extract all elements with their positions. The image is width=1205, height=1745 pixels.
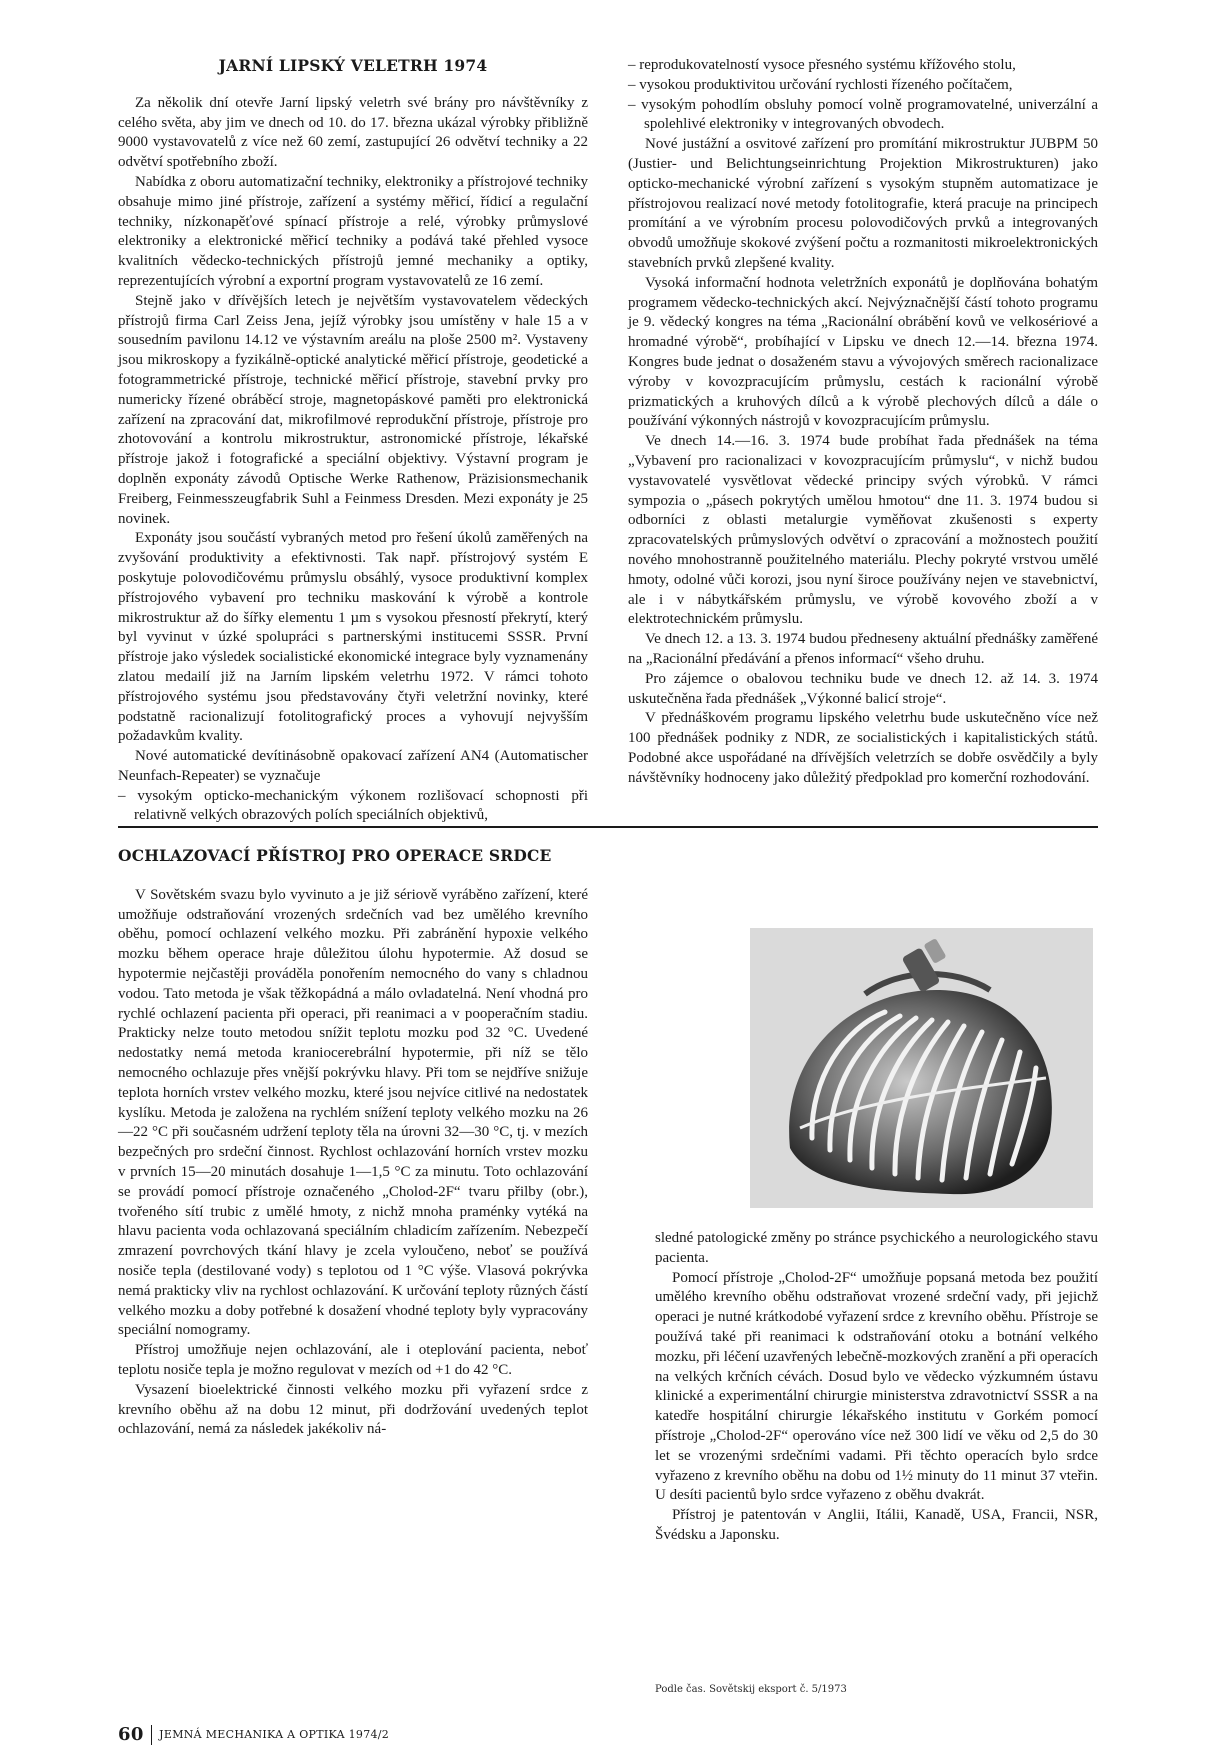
article1-paragraph: Pro zájemce o obalovou techniku bude ve dnech 12. až 14. 3. 1974 uskutečněna řada přednášek „Výkonné balicí stroje“.: [628, 670, 1098, 707]
article2-paragraph: Pomocí přístroje „Cholod-2F“ umožňuje popsaná metoda bez použití umělého krevního oběhu odstraňovat vrozené srdeční vady, při jejichž operaci je nutné krátkodobé vyřazení srdce z krevního oběhu. Přístroje se používá také při reanimaci k odstraňování otoku a botnání velkého mozku, při léčení uzavřených lebečně-mozkových zranění a při operacích na velkých krčních cévách. Dosud bylo ve vědecko výzkumném ústavu klinické a experimentální chirurgie ministerstva zdravotnictví SSSR a na katedře hospitální chirurgie lékařského institutu v Gorkém pomocí přístroje „Cholod-2F“ operováno více než 300 lidí ve věku od 2,5 do 30 let se vrozenými srdečními vadami. Při těchto operacích bylo srdce vyřazeno z krevního oběhu na dobu od 1½ minuty do 11 minut 37 vteřin. U desíti pacientů bylo srdce vyřazeno z oběhu dvakrát.: [655, 1269, 1098, 1504]
article1-dash-item: – vysokým opticko-mechanickým výkonem rozlišovací schopnosti při relativně velkých obrazových polích speciálních objektivů,: [118, 787, 588, 824]
cooling-helmet-photo: [750, 928, 1093, 1208]
article1-paragraph: Stejně jako v dřívějších letech je největším vystavovatelem vědeckých přístrojů firma Carl Zeiss Jena, jejíž výrobky jsou umístěny v hale 15 a v sousedním pavilonu 14.12 ve výstavním areálu na ploše 2500 m². Vystaveny jsou mikroskopy a fyzikálně-optické analytické měřicí přístroje, geodetické a fotogrammetrické přístroje, technické měřicí přístroje, stavební prvky pro numericky řízené obráběcí stroje, magnetopáskové paměti pro elektronická zařízení na zpracování dat, mikrofilmové reprodukční přístroje, přístroje pro zhotovování a kontrolu mikrostruktur, astronomické přístroje, lékařské přístroje jakož i fotografické a speciální objektivy. Výstavní program je doplněn exponáty závodů Optische Werke Rathenow, Präzisionsmechanik Freiberg, Feinmesszeugfabrik Suhl a Feinmess Dresden. Mezi exponáty je 25 novinek.: [118, 292, 588, 527]
article1-dash-item: – reprodukovatelností vysoce přesného systému křížového stolu,: [628, 57, 1016, 73]
article1-paragraph: Nabídka z oboru automatizační techniky, elektroniky a přístrojové techniky obsahuje mimo jiné přístroje, zařízení a systémy měřicí, řídicí a regulační techniky, nízkonapěťové spínací přístroje a relé, výrobky průmyslové elektroniky a elektronické měřicí techniky a podává také přehled vysoce kvalitních vědecko-technických přístrojů jemné mechaniky a optiky, reprezentujících výrobní a exportní program vystavovatelů ze 16 zemí.: [118, 173, 588, 289]
article1-paragraph: Nové automatické devítinásobně opakovací zařízení AN4 (Automatischer Neunfach-Repeater) se vyznačuje: [118, 748, 588, 784]
article1-dash-item: – vysokou produktivitou určování rychlosti řízeného počítačem,: [628, 76, 1013, 93]
article2-left-column: [118, 846, 588, 1440]
page-number: 60: [118, 1724, 144, 1745]
article2-title: OCHLAZOVACÍ PŘÍSTROJ PRO OPERACE SRDCE: [118, 846, 552, 865]
article1-paragraph: Exponáty jsou součástí vybraných metod pro řešení úkolů zaměřených na zvyšování produktivity a efektivnosti. Tak např. přístrojový systém E poskytuje polovodičovému průmyslu obsáhlý, vysoce produktivní komplex přístrojového vybavení pro techniku maskování k výrobě a kontrole mikrostruktur až do šířky elementu 1 µm s vysokou přesností překrytí, který byl vyvinut v úzké spolupráci s partnerskými institucemi SSSR. První přístroje jako výsledek socialistické ekonomické integrace byly vyznamenány zlatou medailí již na Jarním lipském veletrhu 1972. V rámci tohoto přístrojového systému jsou představovány čtyři veletržní novinky, které podstatně racionalizují fotolitografický proces a vyhovují nejvyšším požadavkům kvality.: [118, 530, 588, 745]
article2-paragraph: Vysazení bioelektrické činnosti velkého mozku při vyřazení srdce z krevního oběhu až na dobu 12 minut, při dodržování uvedených teplot ochlazování, nemá za následek jakékoliv ná-: [118, 1381, 588, 1438]
article1-paragraph: V přednáškovém programu lipského veletrhu bude uskutečněno více než 100 přednášek podniky z NDR, ze socialistických i kapitalistických států. Podobné akce uspořádané na dřívějších veletrzích se dobře osvědčily a byly návštěvníky hodnoceny jako důležitý předpoklad pro komerční rozhodování.: [628, 710, 1098, 786]
article1-paragraph: Nové justážní a osvitové zařízení pro promítání mikrostruktur JUBPM 50 (Justier- und Belichtungseinrichtung Projektion Mikrostrukturen) jako opticko-mechanické výrobní zařízení s vysokým stupněm automatizace je přístrojovou realizací nové metody fotolitografie, která pracuje na principech promítání a ve výrobním procesu polovodičových prvků a integrovaných obvodů umožňuje skokové zvýšení počtu a rozmanitosti mikroelektronických stavebních prvků zlepšené kvality.: [628, 136, 1098, 271]
article2-paragraph: V Sovětském svazu bylo vyvinuto a je již sériově vyráběno zařízení, které umožňuje odstraňování vrozených srdečních vad bez umělého krevního oběhu, pomocí ochlazení velkého mozku. Při zabránění hypoxie velkého mozku během operace hraje důležitou úlohu hypotermie. Až dosud se hypotermie nejčastěji prováděla ponořením nemocného do vany s chladnou vodou. Tato metoda je však těžkopádná a málo ovladatelná. Není vhodná pro rychlé ochlazení pacienta při operaci, při reanimaci a v pooperačním stadiu. Prakticky nelze touto metodou snížit teplotu mozku pod 32 °C. Uvedené nedostatky nemá metoda kraniocerebrální hypotermie, při níž se tělo nemocného ochlazuje přes vnější pokrývku hlavy. Při tom se nejdříve snižuje teplota horních vrstev velkého mozku, které jsou nejvíce citlivé na nedostatek kyslíku. Metoda je založena na rychlém snížení teploty velkého mozku na 26—22 °C při současném udržení teploty těla na úrovni 32—30 °C, tj. v mezích bezpečných pro srdeční činnost. Rychlost ochlazování horních vrstev mozku v prvních 15—20 minutách dosahuje 1—1,5 °C za minutu. Toto ochlazování se provádí pomocí přístroje označeného „Cholod-2F“ tvaru přilby (obr.), tvořeného sítí trubic z umělé hmoty, z nichž mnoha praménky vytéká na hlavu pacienta voda ochlazovaná speciálním chladicím zařízením. Nebezpečí zmrazení povrchových tkání hlavy je zcela vyloučeno, neboť se používá nosiče tepla (destilované vody) s teplotou od 1 °C výše. Vlasová pokrývka nemá prakticky vliv na rychlost ochlazování. K určování teploty různých částí velkého mozku a doby potřebné k dosažení vhodné teploty byly vypracovány speciální nomogramy.: [118, 886, 588, 1339]
article1-paragraph: Za několik dní otevře Jarní lipský veletrh své brány pro návštěvníky z celého světa, aby jim ve dnech od 10. do 17. března ukázal výrobky přibližně 9000 vystavovatelů z více než 60 zemí, zastupující 26 odvětví techniky a 22 odvětví spotřebního zboží.: [118, 94, 588, 171]
article1-paragraph: Ve dnech 14.—16. 3. 1974 bude probíhat řada přednášek na téma „Vybavení pro racionalizaci v kovozpracujícím průmyslu“, v nichž budou vystavovatelé vysvětlovat vědecké principy svých výrobků. V rámci sympozia o „pásech pokrytých umělou hmotou“ dne 11. 3. 1974 budou si odborníci z oblasti metalurgie vyměňovat zkušenosti s experty zpracovatelských průmyslových odvětví o zpracování a možnostech použití nového mnohostranně použitelného materiálu. Plechy pokryté vrstvou umělé hmoty, odolné vůči korozi, jsou nyní široce používány nejen ve stavebnictví, ale i v nábytkářském průmyslu, ve výrobě kovového zboží a v elektrotechnickém průmyslu.: [628, 433, 1098, 628]
journal-name: JEMNÁ MECHANIKA A OPTIKA 1974/2: [159, 1728, 390, 1741]
article1-dash-item: – vysokým pohodlím obsluhy pomocí volně programovatelné, univerzální a spolehlivé elektroniky v integrovaných obvodech.: [628, 96, 1098, 133]
cooling-helmet-image: [750, 928, 1093, 1208]
article2-paragraph: Přístroj je patentován v Anglii, Itálii, Kanadě, USA, Francii, NSR, Švédsku a Japonsku.: [655, 1507, 1098, 1543]
article1-right-column: [628, 56, 1098, 788]
section-divider: [118, 826, 1098, 828]
article2-source-note: Podle čas. Sovětskij eksport č. 5/1973: [655, 1684, 847, 1695]
article1-title: JARNÍ LIPSKÝ VELETRH 1974: [218, 56, 488, 75]
article2-paragraph: sledné patologické změny po stránce psychického a neurologického stavu pacienta.: [655, 1230, 1098, 1266]
article2-right-column: [655, 1229, 1098, 1546]
article1-paragraph: Vysoká informační hodnota veletržních exponátů je doplňována bohatým programem vědecko-technických akcí. Nejvýznačnější částí tohoto programu je 9. vědecký kongres na téma „Racionální obrábění kovů ve velkosériové a hromadné výrobě“, probíhající v Lipsku ve dnech 12.—14. března 1974. Kongres bude jednat o dosaženém stavu a vývojových směrech racionalizace výroby v kovozpracujícím průmyslu, cestách k racionální výrobě prizmatických a kruhových dílců a k výrobě plechových dílců a dále o používání výkonných nástrojů v kovozpracujícím průmyslu.: [628, 274, 1098, 430]
article2-paragraph: Přístroj umožňuje nejen ochlazování, ale i oteplování pacienta, neboť teplotu nosiče tepla je možno regulovat v mezích od +1 do 42 °C.: [118, 1342, 588, 1378]
article1-paragraph: Ve dnech 12. a 13. 3. 1974 budou předneseny aktuální přednášky zaměřené na „Racionální předávání a přenos informací“ všeho druhu.: [628, 631, 1098, 667]
article1-left-column: [118, 56, 588, 826]
